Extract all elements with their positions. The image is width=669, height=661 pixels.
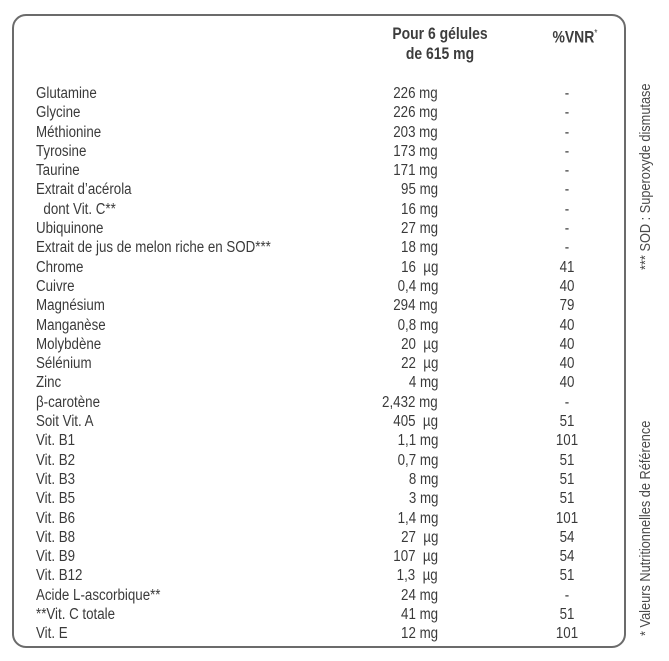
nutrient-vnr: - [564,104,570,122]
table-row [14,258,624,277]
table-row [14,161,624,180]
nutrient-name: Manganèse [36,316,106,334]
nutrient-vnr: 40 [559,277,575,295]
nutrition-table-panel [12,14,626,648]
nutrient-vnr: - [564,586,570,604]
table-row [14,316,624,335]
table-row [14,566,624,585]
nutrient-vnr: 51 [559,490,575,508]
nutrient-vnr: 101 [555,625,579,643]
nutrient-name: β-carotène [36,393,100,411]
table-row [14,489,624,508]
table-row [14,605,624,624]
nutrient-name: Vit. B8 [36,528,76,546]
nutrient-rows [14,84,624,644]
nutrient-vnr: - [564,142,570,160]
nutrient-quantity: 95 mg [400,181,438,199]
table-row [14,547,624,566]
amount-header-subtitle: de 615 mg [405,44,475,63]
nutrient-vnr: 79 [559,297,575,315]
nutrient-quantity: 107 µg [393,548,438,566]
nutrient-name: Glycine [36,104,81,122]
nutrient-name: Extrait d’acérola [36,181,132,199]
nutrient-quantity: 4 mg [408,374,438,392]
nutrient-quantity: 226 mg [393,104,438,122]
nutrient-quantity: 203 mg [393,123,438,141]
nutrient-quantity: 3 mg [408,490,438,508]
nutrient-name: Vit. E [36,625,68,643]
nutrient-name: Cuivre [36,277,75,295]
nutrient-quantity: 22 µg [400,355,438,373]
table-row [14,335,624,354]
nutrient-vnr: - [564,85,570,102]
nutrient-name: Soit Vit. A [36,413,94,431]
table-row [14,296,624,315]
nutrient-vnr: 40 [559,316,575,334]
nutrient-vnr: - [564,393,570,411]
nutrient-quantity: 16 mg [400,200,438,218]
table-row [14,528,624,547]
nutrient-quantity: 27 µg [400,528,438,546]
nutrient-name: **Vit. C totale [36,606,116,624]
nutrient-quantity: 12 mg [400,625,438,643]
nutrient-vnr: 101 [555,509,579,527]
nutrient-name: Sélénium [36,355,92,373]
nutrient-name: Vit. B2 [36,451,76,469]
nutrient-name: Taurine [36,162,80,180]
table-row [14,103,624,122]
nutrient-vnr: 41 [559,258,575,276]
nutrient-name: Tyrosine [36,142,87,160]
nutrient-quantity: 0,7 mg [397,451,438,469]
nutrient-vnr: 51 [559,413,575,431]
nutrient-vnr: - [564,162,570,180]
nutrient-name: Vit. B9 [36,548,76,566]
table-row [14,219,624,238]
nutrient-quantity: 24 mg [400,586,438,604]
nutrient-quantity: 226 mg [393,85,438,102]
nutrient-name: Ubiquinone [36,220,104,238]
table-row [14,451,624,470]
nutrient-quantity: 16 µg [400,258,438,276]
nutrient-name: Acide L-ascorbique** [36,586,161,604]
vnr-column-header [546,24,603,48]
table-row [14,354,624,373]
nutrient-quantity: 171 mg [393,162,438,180]
amount-column-header [383,24,498,64]
nutrient-name: Vit. B3 [36,470,76,488]
nutrient-vnr: - [564,181,570,199]
table-row [14,373,624,392]
nutrient-vnr: 40 [559,355,575,373]
table-row [14,200,624,219]
nutrient-vnr: 40 [559,374,575,392]
amount-header-title: Pour 6 gélules [392,24,488,43]
nutrient-name: Vit. B6 [36,509,76,527]
nutrient-name: Molybdène [36,335,102,353]
nutrient-quantity: 0,4 mg [397,277,438,295]
nutrient-quantity: 1,4 mg [397,509,438,527]
nutrient-name: Chrome [36,258,84,276]
nutrient-name: Vit. B1 [36,432,76,450]
nutrient-vnr: 51 [559,606,575,624]
table-row [14,123,624,142]
table-row [14,509,624,528]
table-row [14,393,624,412]
nutrient-quantity: 0,8 mg [397,316,438,334]
sod-footnote: *** SOD : Superoxyde dismutase [638,83,654,270]
nutrient-name: dont Vit. C** [36,200,116,218]
nutrient-name: Vit. B5 [36,490,76,508]
table-row [14,431,624,450]
nutrient-quantity: 2,432 mg [382,393,438,411]
table-row [14,84,624,103]
table-row [14,180,624,199]
table-row [14,277,624,296]
nutrient-name: Magnésium [36,297,105,315]
table-row [14,624,624,643]
nutrient-vnr: 51 [559,451,575,469]
nutrient-vnr: 51 [559,470,575,488]
nutrient-vnr: - [564,239,570,257]
nutrient-name: Glutamine [36,85,97,102]
nutrient-vnr: 51 [559,567,575,585]
nutrient-quantity: 41 mg [400,606,438,624]
table-row [14,470,624,489]
nutrient-name: Zinc [36,374,62,392]
vnr-header-title: %VNR [552,27,595,47]
nutrient-vnr: 40 [559,335,575,353]
nutrient-name: Méthionine [36,123,102,141]
nutrient-quantity: 405 µg [393,413,438,431]
vnr-footnote: * Valeurs Nutritionnelles de Référence [638,420,654,636]
nutrient-vnr: 54 [559,548,575,566]
nutrient-vnr: - [564,200,570,218]
nutrient-name: Vit. B12 [36,567,83,585]
nutrient-vnr: - [564,123,570,141]
nutrient-quantity: 18 mg [400,239,438,257]
table-row [14,238,624,257]
nutrient-quantity: 8 mg [408,470,438,488]
table-row [14,412,624,431]
table-row [14,142,624,161]
nutrient-quantity: 1,3 µg [396,567,438,585]
nutrient-quantity: 1,1 mg [397,432,438,450]
nutrient-quantity: 20 µg [400,335,438,353]
nutrient-quantity: 27 mg [400,220,438,238]
nutrient-vnr: 54 [559,528,575,546]
nutrient-vnr: 101 [555,432,579,450]
nutrient-quantity: 294 mg [393,297,438,315]
nutrient-vnr: - [564,220,570,238]
table-row [14,586,624,605]
vnr-header-marker: * [594,28,598,39]
nutrient-quantity: 173 mg [393,142,438,160]
nutrient-name: Extrait de jus de melon riche en SOD*** [36,239,271,257]
